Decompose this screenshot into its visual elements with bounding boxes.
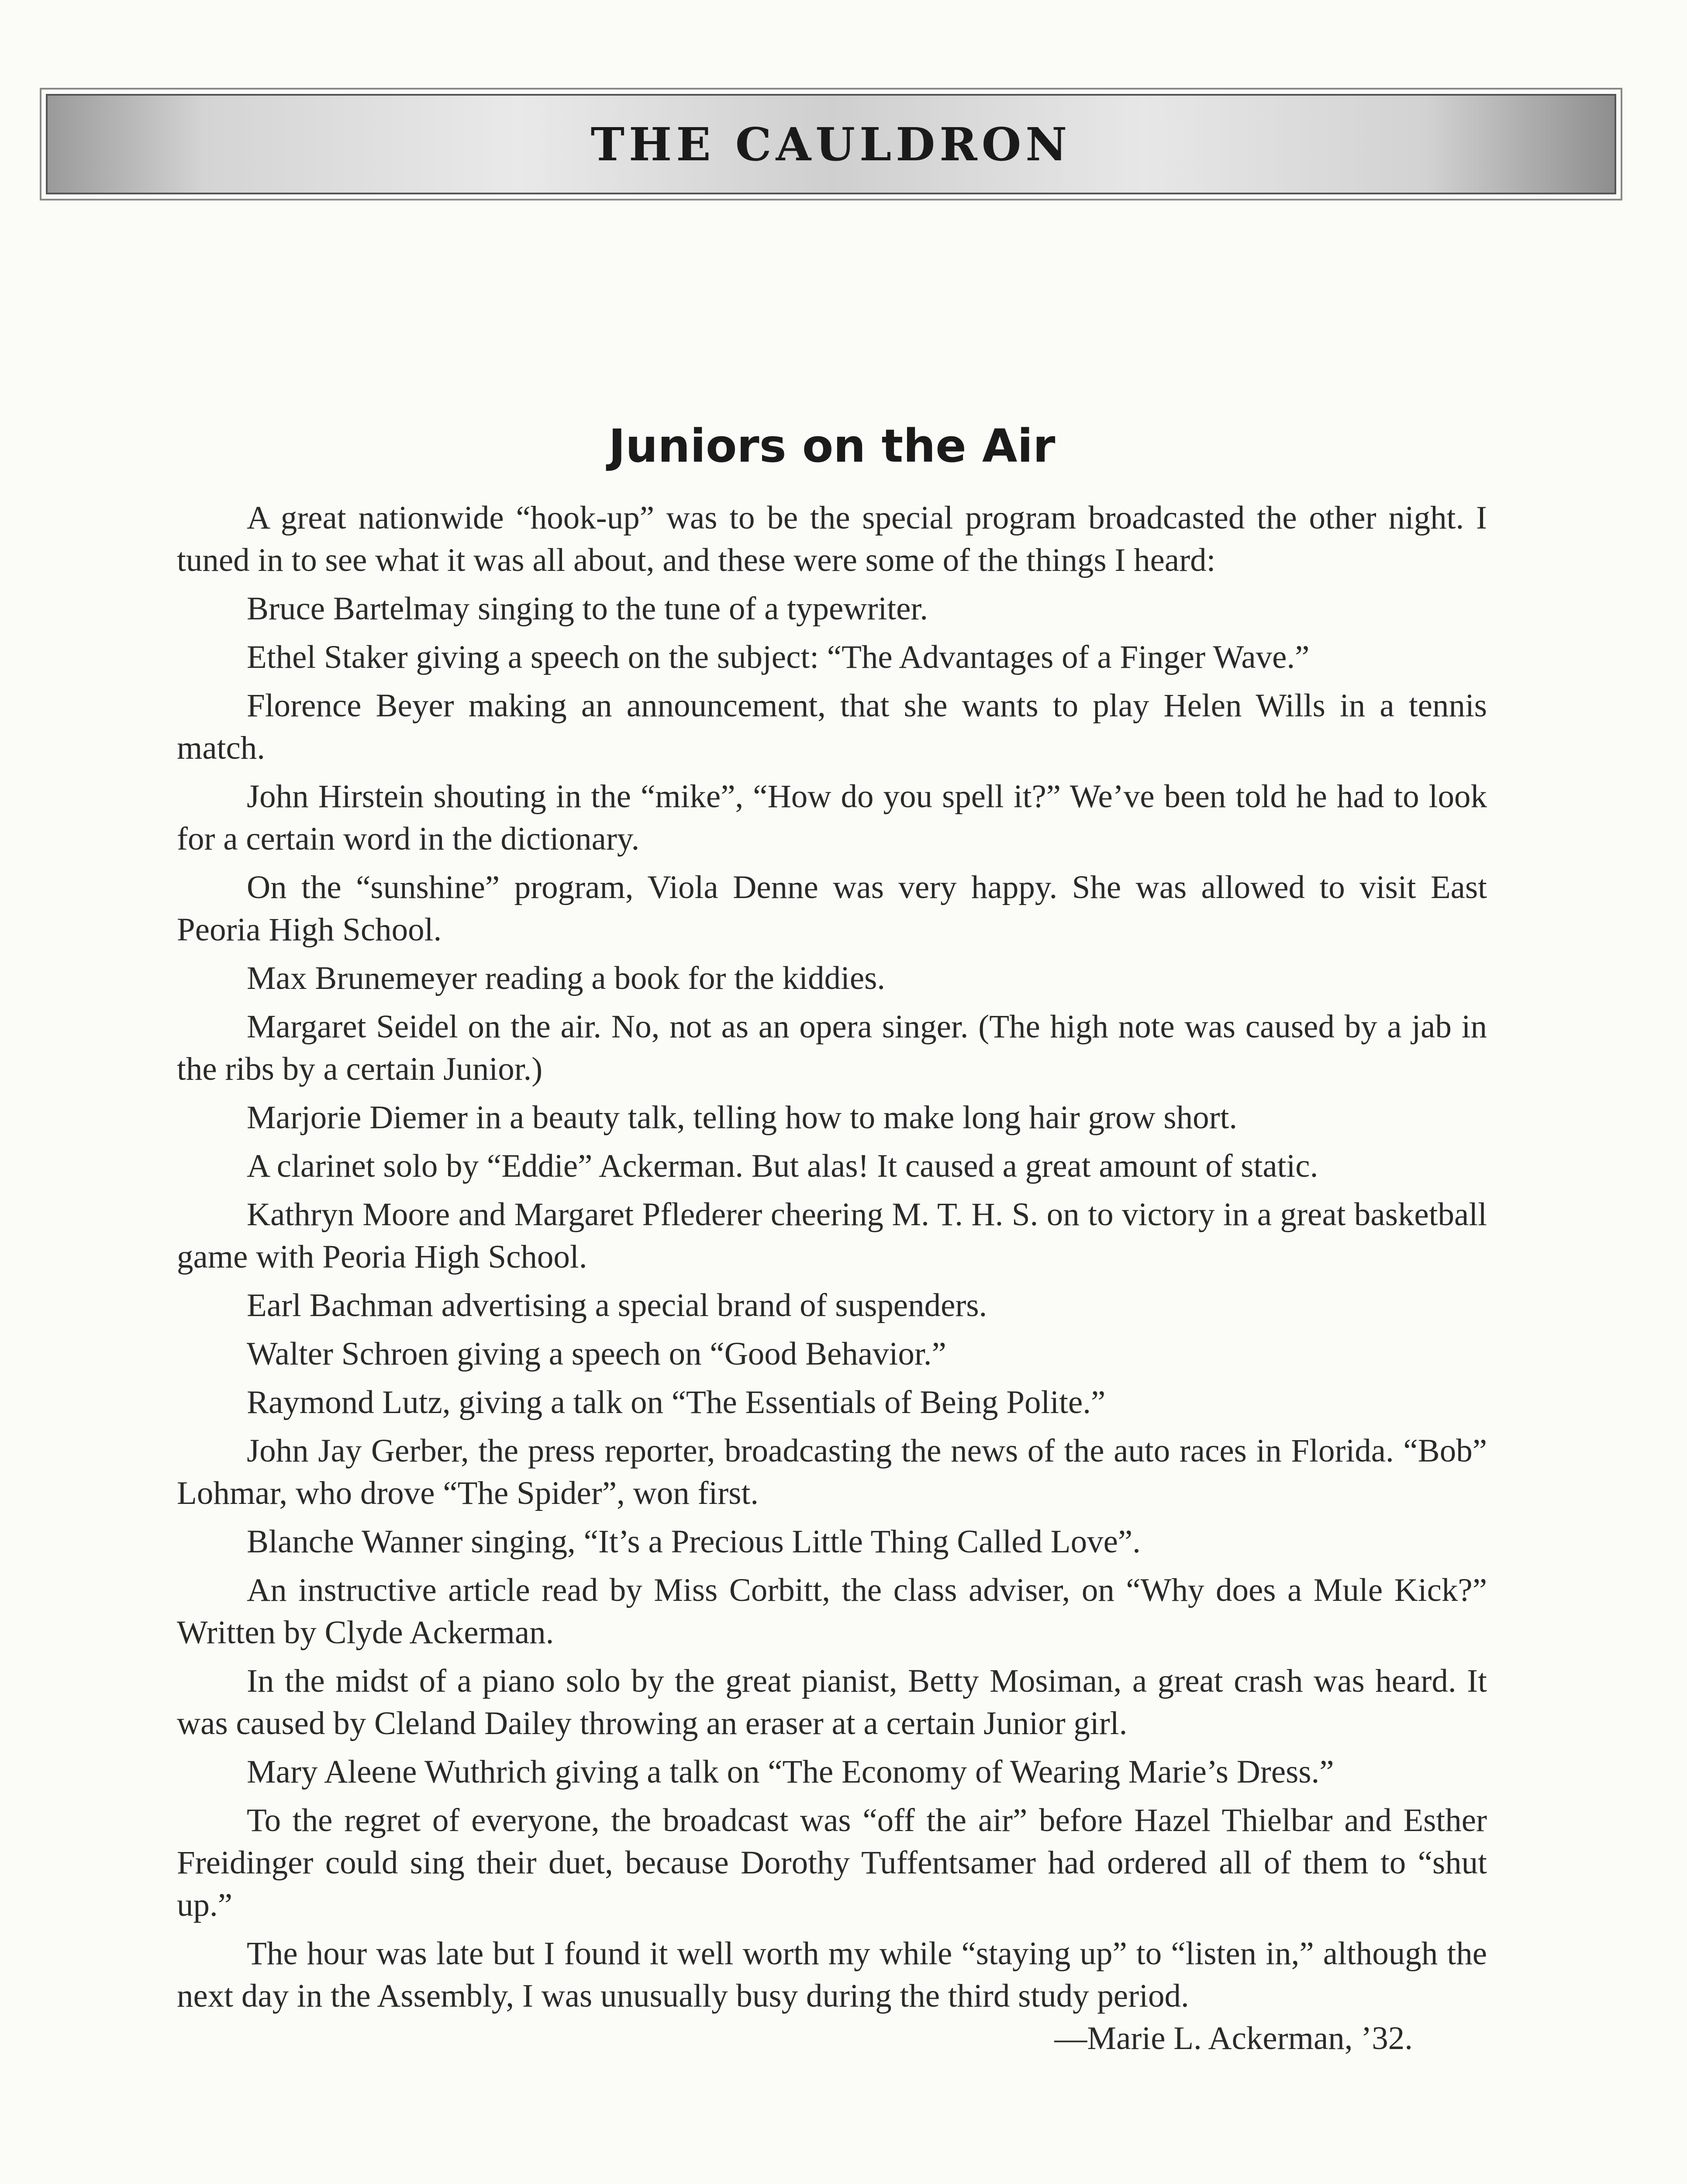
article-paragraph: Earl Bachman advertising a special brand of suspenders. [247, 1287, 987, 1324]
article-paragraph: In the midst of a piano solo by the great pianist, Betty Mosiman, a great crash was heard. It was caused by Cleland Dailey throwing an eraser at a certain Junior girl. [177, 1663, 1487, 1742]
article-paragraph: Margaret Seidel on the air. No, not as an opera singer. (The high note was caused by a jab in the ribs by a certain Junior.) [177, 1009, 1487, 1087]
article-paragraph: Bruce Bartelmay singing to the tune of a typewriter. [247, 591, 928, 627]
article-paragraph: Marjorie Diemer in a beauty talk, telling how to make long hair grow short. [247, 1099, 1238, 1136]
article-paragraph: Ethel Staker giving a speech on the subject: “The Advantages of a Finger Wave.” [247, 639, 1310, 675]
article-paragraph: Mary Aleene Wuthrich giving a talk on “The Economy of Wearing Marie’s Dress.” [247, 1754, 1334, 1790]
article-paragraph: Raymond Lutz, giving a talk on “The Essentials of Being Polite.” [247, 1384, 1106, 1420]
publication-title: THE CAULDRON [590, 117, 1072, 171]
article-paragraph: To the regret of everyone, the broadcast was “off the air” before Hazel Thielbar and Esther Freidinger could sing their duet, because Dorothy Tuffentsamer had ordered all of them to “shut up.” [177, 1802, 1487, 1923]
closing-paragraph [177, 1932, 1487, 2056]
article-body [177, 497, 1487, 2056]
article [177, 419, 1487, 2060]
article-paragraph: Kathryn Moore and Margaret Pflederer cheering M. T. H. S. on to victory in a great basketball game with Peoria High School. [177, 1196, 1487, 1275]
article-paragraph: Max Brunemeyer reading a book for the kiddies. [247, 960, 886, 996]
article-paragraph: A clarinet solo by “Eddie” Ackerman. But alas! It caused a great amount of static. [247, 1148, 1318, 1184]
article-paragraph: Blanche Wanner singing, “It’s a Precious Little Thing Called Love”. [247, 1524, 1141, 1560]
article-paragraph: John Jay Gerber, the press reporter, broadcasting the news of the auto races in Florida. “Bob” Lohmar, who drove “The Spider”, won first. [177, 1433, 1487, 1511]
article-paragraph: On the “sunshine” program, Viola Denne was very happy. She was allowed to visit East Peoria High School. [177, 869, 1487, 948]
article-paragraph: Florence Beyer making an announcement, that she wants to play Helen Wills in a tennis match. [177, 688, 1487, 766]
article-paragraph: John Hirstein shouting in the “mike”, “How do you spell it?” We’ve been told he had to look for a certain word in the dictionary. [177, 778, 1487, 857]
page-header-banner [46, 94, 1616, 194]
author-signature: —Marie L. Ackerman, ’32. [1054, 2020, 1413, 2056]
article-paragraph: An instructive article read by Miss Corbitt, the class adviser, on “Why does a Mule Kick?” Written by Clyde Ackerman. [177, 1572, 1487, 1651]
closing-paragraph-text: The hour was late but I found it well worth my while “staying up” to “listen in,” although the next day in the Assembly, I was unusually busy during the third study period. [177, 1935, 1487, 2014]
article-headline: Juniors on the Air [608, 419, 1056, 473]
article-paragraph: Walter Schroen giving a speech on “Good Behavior.” [247, 1336, 946, 1372]
article-paragraph: A great nationwide “hook-up” was to be the special program broadcasted the other night. I tuned in to see what it was all about, and these were some of the things I heard: [177, 500, 1487, 578]
